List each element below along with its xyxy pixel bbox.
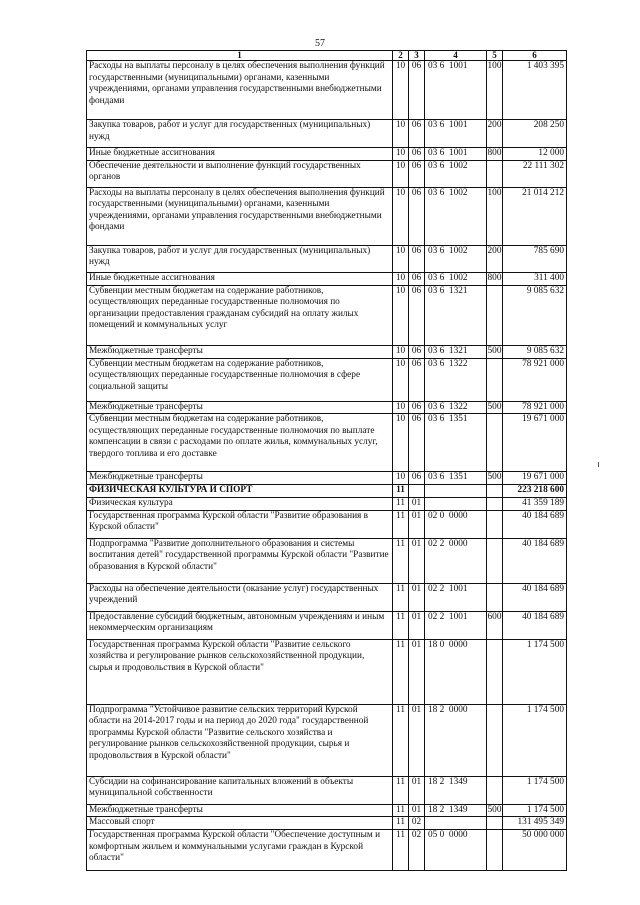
cell-expense-type: [487, 498, 503, 511]
cell-section: 11: [393, 804, 409, 817]
cell-amount: 12 000: [503, 148, 567, 161]
cell-target-article: 18 2 0000: [425, 704, 487, 776]
cell-section: 10: [393, 245, 409, 272]
cell-expense-type: [487, 583, 503, 611]
cell-expense-type: [487, 639, 503, 704]
cell-subsection: 06: [409, 120, 425, 148]
cell-subsection: 06: [409, 272, 425, 285]
cell-section: 10: [393, 345, 409, 358]
cell-expense-type: [487, 485, 503, 498]
table-row: [87, 498, 567, 511]
cell-target-article: 03 6 1321: [425, 285, 487, 345]
cell-target-article: 03 6 1002: [425, 187, 487, 245]
cell-amount: 78 921 000: [503, 358, 567, 401]
cell-description: Подпрограмма "Устойчивое развитие сельских территорий Курской области на 2014-2017 годы и на период до 2020 года" государственной программы Курской области "Развитие сельского хозяйства и регулирование рынков сельскохозяйственной продукции, сырья и продовольствия в Курской области": [87, 704, 393, 776]
col-header: 2: [393, 51, 409, 61]
cell-description: Расходы на выплаты персоналу в целях обеспечения выполнения функций государственными (муниципальными) органами, казенными учреждениями, органами управления государственными внебюджетными фондами: [87, 61, 393, 120]
cell-amount: 19 671 000: [503, 414, 567, 472]
cell-target-article: 03 6 1001: [425, 120, 487, 148]
table-row: [87, 345, 567, 358]
cell-section: 11: [393, 538, 409, 583]
cell-amount: 9 085 632: [503, 285, 567, 345]
table-row: [87, 414, 567, 472]
cell-section: 10: [393, 414, 409, 472]
cell-amount: 1 174 500: [503, 776, 567, 804]
cell-target-article: [425, 498, 487, 511]
cell-subsection: 01: [409, 498, 425, 511]
cell-description: Субвенции местным бюджетам на содержание работников, осуществляющих переданные государственные полномочия по выплате компенсации в связи с расходами по оплате жилья, коммунальных услуг, твердого топлива и его доставке: [87, 414, 393, 472]
table-row: [87, 704, 567, 776]
cell-amount: 19 671 000: [503, 472, 567, 485]
cell-subsection: 02: [409, 830, 425, 871]
cell-amount: 40 184 689: [503, 538, 567, 583]
cell-section: 10: [393, 401, 409, 414]
cell-target-article: 03 6 1322: [425, 358, 487, 401]
cell-subsection: 06: [409, 414, 425, 472]
cell-expense-type: 100: [487, 187, 503, 245]
table-row: [87, 472, 567, 485]
cell-target-article: 02 2 1001: [425, 583, 487, 611]
cell-description: Расходы на выплаты персоналу в целях обеспечения выполнения функций государственными (муниципальными) органами, казенными учреждениями, органами управления государственными внебюджетными фондами: [87, 187, 393, 245]
cell-subsection: 02: [409, 817, 425, 830]
cell-subsection: 06: [409, 245, 425, 272]
cell-expense-type: [487, 510, 503, 538]
cell-target-article: [425, 817, 487, 830]
cell-section: 11: [393, 704, 409, 776]
cell-expense-type: 200: [487, 245, 503, 272]
cell-subsection: 01: [409, 510, 425, 538]
cell-subsection: 06: [409, 358, 425, 401]
cell-amount: 785 690: [503, 245, 567, 272]
cell-amount: 311 400: [503, 272, 567, 285]
cell-target-article: 03 6 1001: [425, 148, 487, 161]
cell-subsection: 06: [409, 401, 425, 414]
cell-description: Межбюджетные трансферты: [87, 401, 393, 414]
cell-amount: 40 184 689: [503, 510, 567, 538]
cell-section: 10: [393, 160, 409, 187]
cell-section: 10: [393, 120, 409, 148]
col-header: 5: [487, 51, 503, 61]
cell-target-article: 03 6 1351: [425, 414, 487, 472]
cell-subsection: 01: [409, 804, 425, 817]
cell-description: Физическая культура: [87, 498, 393, 511]
cell-section: 10: [393, 148, 409, 161]
cell-target-article: 18 2 1349: [425, 804, 487, 817]
table-row: [87, 358, 567, 401]
table-row: [87, 510, 567, 538]
cell-target-article: 18 0 0000: [425, 639, 487, 704]
cell-expense-type: [487, 285, 503, 345]
cell-subsection: [409, 485, 425, 498]
cell-subsection: 06: [409, 345, 425, 358]
cell-section: 10: [393, 187, 409, 245]
cell-description: Подпрограмма "Развитие дополнительного образования и системы воспитания детей" государственной программы Курской области "Развитие образования в Курской области": [87, 538, 393, 583]
cell-amount: 1 174 500: [503, 639, 567, 704]
col-header: 3: [409, 51, 425, 61]
cell-subsection: 01: [409, 583, 425, 611]
cell-section: 10: [393, 272, 409, 285]
cell-section: 11: [393, 611, 409, 639]
cell-amount: 131 495 349: [503, 817, 567, 830]
cell-target-article: [425, 485, 487, 498]
cell-expense-type: [487, 817, 503, 830]
cell-target-article: 02 2 1001: [425, 611, 487, 639]
cell-target-article: 02 2 0000: [425, 538, 487, 583]
cell-target-article: 03 6 1351: [425, 472, 487, 485]
cell-section: 11: [393, 776, 409, 804]
cell-target-article: 03 6 1322: [425, 401, 487, 414]
cell-description: Массовый спорт: [87, 817, 393, 830]
cell-amount: 50 000 000: [503, 830, 567, 871]
cell-description: Субвенции местным бюджетам на содержание работников, осуществляющих переданные государственные полномочия в сфере социальной защиты: [87, 358, 393, 401]
cell-subsection: 01: [409, 776, 425, 804]
cell-expense-type: [487, 776, 503, 804]
cell-expense-type: 500: [487, 472, 503, 485]
cell-section: 11: [393, 639, 409, 704]
cell-target-article: 05 0 0000: [425, 830, 487, 871]
cell-section: 11: [393, 485, 409, 498]
cell-section: 11: [393, 510, 409, 538]
cell-subsection: 01: [409, 538, 425, 583]
cell-target-article: 03 6 1002: [425, 245, 487, 272]
cell-description: Межбюджетные трансферты: [87, 804, 393, 817]
table-row: [87, 272, 567, 285]
cell-subsection: 06: [409, 285, 425, 345]
table-row: [87, 817, 567, 830]
cell-section: 10: [393, 472, 409, 485]
cell-expense-type: 500: [487, 345, 503, 358]
cell-subsection: 01: [409, 611, 425, 639]
cell-amount: 1 174 500: [503, 804, 567, 817]
cell-expense-type: [487, 160, 503, 187]
cell-section: 11: [393, 817, 409, 830]
budget-table: [86, 50, 567, 871]
table-row: [87, 804, 567, 817]
table-row: [87, 187, 567, 245]
cell-amount: 9 085 632: [503, 345, 567, 358]
table-row: [87, 538, 567, 583]
cell-amount: 208 250: [503, 120, 567, 148]
cell-subsection: 06: [409, 148, 425, 161]
table-row: [87, 148, 567, 161]
cell-expense-type: 500: [487, 804, 502, 815]
cell-expense-type: [487, 414, 503, 472]
cell-description: Межбюджетные трансферты: [87, 345, 393, 358]
cell-section: 10: [393, 358, 409, 401]
table-row: [87, 830, 567, 871]
cell-amount: 21 014 212: [503, 187, 567, 245]
table-row: [87, 160, 567, 187]
cell-section: 10: [393, 61, 409, 120]
cell-target-article: 18 2 1349: [425, 776, 487, 804]
cell-expense-type: 800: [487, 272, 503, 285]
cell-description: Государственная программа Курской области "Развитие образования в Курской области": [87, 510, 393, 538]
cell-description: Иные бюджетные ассигнования: [87, 272, 393, 285]
cell-description: Обеспечение деятельности и выполнение функций государственных органов: [87, 160, 393, 187]
col-header: 6: [503, 51, 567, 61]
cell-expense-type: 200: [487, 120, 503, 148]
cell-description: Государственная программа Курской области "Развитие сельского хозяйства и регулирование рынков сельскохозяйственной продукции, сырья и продовольствия в Курской области": [87, 639, 393, 704]
cell-expense-type: 800: [487, 148, 502, 158]
cell-subsection: 06: [409, 61, 425, 120]
cell-description: Закупка товаров, работ и услуг для государственных (муниципальных) нужд: [87, 245, 393, 272]
table-row: [87, 61, 567, 120]
col-header: 4: [425, 51, 487, 61]
cell-amount: 1 403 395: [503, 61, 567, 120]
cell-target-article: 03 6 1321: [425, 345, 487, 358]
cell-description: Государственная программа Курской области "Обеспечение доступным и комфортным жильем и коммунальными услугами граждан в Курской области": [87, 830, 393, 871]
cell-section: 11: [393, 583, 409, 611]
cell-description: Субсидии на софинансирование капитальных вложений в объекты муниципальной собственности: [87, 776, 393, 804]
cell-description: Закупка товаров, работ и услуг для государственных (муниципальных) нужд: [87, 120, 393, 148]
cell-amount: 223 218 600: [503, 485, 567, 498]
table-row: [87, 776, 567, 804]
cell-amount: 22 111 302: [503, 160, 567, 187]
cell-description: Иные бюджетные ассигнования: [87, 148, 393, 161]
cell-subsection: 06: [409, 160, 425, 187]
page-number: 57: [315, 38, 325, 49]
cell-amount: 78 921 000: [503, 401, 567, 414]
cell-expense-type: [487, 830, 503, 871]
cell-amount: 1 174 500: [503, 704, 567, 776]
scan-mark: [598, 462, 599, 467]
cell-section: 11: [393, 830, 409, 871]
cell-expense-type: [487, 538, 503, 583]
cell-target-article: 02 0 0000: [425, 510, 487, 538]
cell-target-article: 03 6 1002: [425, 160, 487, 187]
cell-expense-type: [487, 358, 503, 401]
cell-description: ФИЗИЧЕСКАЯ КУЛЬТУРА И СПОРТ: [87, 485, 393, 498]
cell-section: 11: [393, 498, 409, 511]
table-row: [87, 639, 567, 704]
col-header: 1: [87, 51, 393, 61]
cell-subsection: 06: [409, 187, 425, 245]
cell-expense-type: 600: [487, 611, 503, 639]
table-row: [87, 583, 567, 611]
cell-subsection: 01: [409, 704, 425, 776]
cell-description: Межбюджетные трансферты: [87, 472, 393, 485]
table-row: [87, 285, 567, 345]
table-row: [87, 611, 567, 639]
table-row: [87, 245, 567, 272]
table-row: [87, 120, 567, 148]
cell-amount: 40 184 689: [503, 583, 567, 611]
cell-target-article: 03 6 1001: [425, 61, 487, 120]
cell-subsection: 01: [409, 639, 425, 704]
table-row: [87, 485, 567, 498]
cell-description: Предоставление субсидий бюджетным, автономным учреждениям и иным некоммерческим организациям: [87, 611, 393, 639]
cell-target-article: 03 6 1002: [425, 272, 487, 285]
cell-expense-type: 100: [487, 61, 503, 120]
table-row: [87, 401, 567, 414]
cell-description: Расходы на обеспечение деятельности (оказание услуг) государственных учреждений: [87, 583, 393, 611]
cell-amount: 41 359 189: [503, 498, 567, 511]
cell-expense-type: [487, 704, 503, 776]
cell-amount: 40 184 689: [503, 611, 567, 639]
column-number-row: [87, 51, 567, 61]
cell-expense-type: 500: [487, 401, 502, 412]
cell-description: Субвенции местным бюджетам на содержание работников, осуществляющих переданные государственные полномочия по организации предоставления гражданам субсидий на оплату жилых помещений и коммунальных услуг: [87, 285, 393, 345]
cell-subsection: 06: [409, 472, 425, 485]
cell-section: 10: [393, 285, 409, 345]
